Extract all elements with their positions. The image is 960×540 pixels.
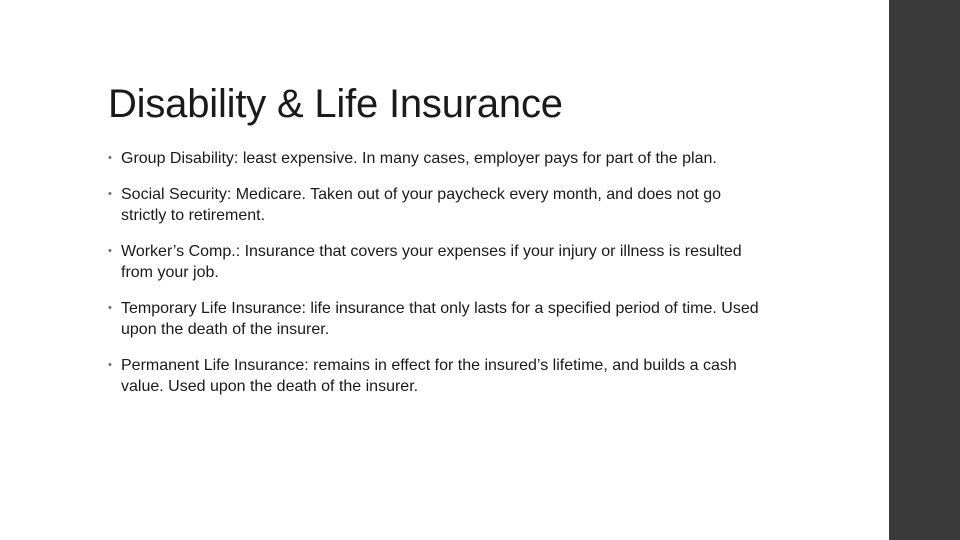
bullet-text: Worker’s Comp.: Insurance that covers your expenses if your injury or illness is resulted from your job. xyxy=(121,243,742,281)
bullet-icon: • xyxy=(108,302,112,314)
bullet-item xyxy=(108,355,768,397)
bullet-item xyxy=(108,148,768,169)
bullet-item xyxy=(108,241,768,283)
bullet-icon: • xyxy=(108,152,112,164)
bullet-list xyxy=(108,148,768,412)
bullet-text: Group Disability: least expensive. In many cases, employer pays for part of the plan. xyxy=(121,150,717,167)
bullet-icon: • xyxy=(108,245,112,257)
bullet-icon: • xyxy=(108,188,112,200)
bullet-text: Temporary Life Insurance: life insurance that only lasts for a specified period of time. Used upon the death of the insurer. xyxy=(121,300,759,338)
bullet-text: Permanent Life Insurance: remains in effect for the insured’s lifetime, and builds a cash value. Used upon the death of the insurer. xyxy=(121,357,737,395)
bullet-item xyxy=(108,298,768,340)
slide-title: Disability & Life Insurance xyxy=(108,82,563,126)
bullet-text: Social Security: Medicare. Taken out of your paycheck every month, and does not go strictly to retirement. xyxy=(121,186,722,224)
bullet-icon: • xyxy=(108,359,112,371)
right-accent-bar xyxy=(889,0,960,540)
bullet-item xyxy=(108,184,768,226)
